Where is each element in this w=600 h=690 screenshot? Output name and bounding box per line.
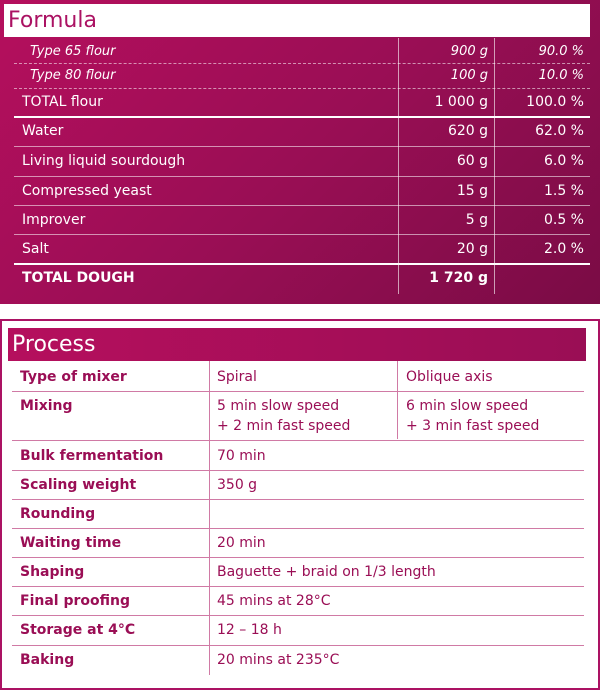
ingredient-name: Water <box>22 123 64 139</box>
ingredient-percent: 1.5 % <box>543 183 584 199</box>
process-label: Final proofing <box>20 593 130 609</box>
ingredient-amount: 1 720 g <box>429 270 488 286</box>
process-value: + 3 min fast speed <box>406 418 540 434</box>
ingredient-name: Type 80 flour <box>30 68 116 83</box>
row-divider <box>12 557 584 558</box>
row-divider <box>12 586 584 587</box>
ingredient-name: Compressed yeast <box>22 183 152 199</box>
process-col-divider <box>397 361 398 439</box>
process-value: 6 min slow speed <box>406 398 529 414</box>
formula-col-divider <box>398 38 399 294</box>
process-label: Shaping <box>20 564 85 580</box>
row-divider <box>12 645 584 646</box>
process-label: Storage at 4°C <box>20 622 136 638</box>
ingredient-percent: 90.0 % <box>538 44 584 59</box>
row-divider <box>14 88 590 89</box>
ingredient-percent: 10.0 % <box>538 68 584 83</box>
ingredient-percent: 0.5 % <box>543 212 584 228</box>
process-value: 12 – 18 h <box>217 622 282 638</box>
process-value: 70 min <box>217 448 266 464</box>
ingredient-name: Improver <box>22 212 86 228</box>
ingredient-amount: 20 g <box>456 241 488 257</box>
process-value: 5 min slow speed <box>217 398 340 414</box>
ingredient-percent: 62.0 % <box>535 123 584 139</box>
process-label: Scaling weight <box>20 477 137 493</box>
row-divider <box>14 234 590 235</box>
row-divider <box>12 615 584 616</box>
process-label: Waiting time <box>20 535 122 551</box>
ingredient-percent: 2.0 % <box>543 241 584 257</box>
row-divider <box>14 176 590 177</box>
row-divider <box>14 146 590 147</box>
ingredient-name: TOTAL flour <box>22 94 103 110</box>
process-col-divider <box>209 361 210 675</box>
ingredient-amount: 15 g <box>456 183 488 199</box>
formula-panel <box>0 0 600 304</box>
ingredient-percent: 100.0 % <box>526 94 584 110</box>
ingredient-name: TOTAL DOUGH <box>22 270 135 286</box>
process-label: Type of mixer <box>20 369 127 385</box>
ingredient-amount: 5 g <box>465 212 488 228</box>
section-divider <box>14 263 590 265</box>
process-value: 20 min <box>217 535 266 551</box>
process-value: Baguette + braid on 1/3 length <box>217 564 436 580</box>
row-divider <box>12 440 584 441</box>
process-value: 45 mins at 28°C <box>217 593 331 609</box>
process-value: 20 mins at 235°C <box>217 652 340 668</box>
process-value: Oblique axis <box>406 369 493 385</box>
ingredient-name: Type 65 flour <box>30 44 116 59</box>
row-divider <box>12 528 584 529</box>
ingredient-name: Salt <box>22 241 49 257</box>
row-divider <box>12 470 584 471</box>
process-title: Process <box>8 328 586 361</box>
process-label: Rounding <box>20 506 96 522</box>
process-label: Baking <box>20 652 75 668</box>
formula-col-divider <box>494 38 495 294</box>
ingredient-amount: 60 g <box>456 153 488 169</box>
row-divider <box>12 391 584 392</box>
ingredient-percent: 6.0 % <box>543 153 584 169</box>
row-divider <box>14 205 590 206</box>
process-value: 350 g <box>217 477 258 493</box>
ingredient-amount: 100 g <box>450 68 488 83</box>
process-value: Spiral <box>217 369 257 385</box>
section-divider <box>14 116 590 118</box>
process-label: Bulk fermentation <box>20 448 164 464</box>
ingredient-amount: 620 g <box>447 123 488 139</box>
ingredient-amount: 1 000 g <box>434 94 488 110</box>
process-value: + 2 min fast speed <box>217 418 351 434</box>
formula-title: Formula <box>4 4 590 37</box>
row-divider <box>14 63 590 64</box>
ingredient-name: Living liquid sourdough <box>22 153 186 169</box>
ingredient-amount: 900 g <box>450 44 488 59</box>
row-divider <box>12 499 584 500</box>
process-label: Mixing <box>20 398 73 414</box>
